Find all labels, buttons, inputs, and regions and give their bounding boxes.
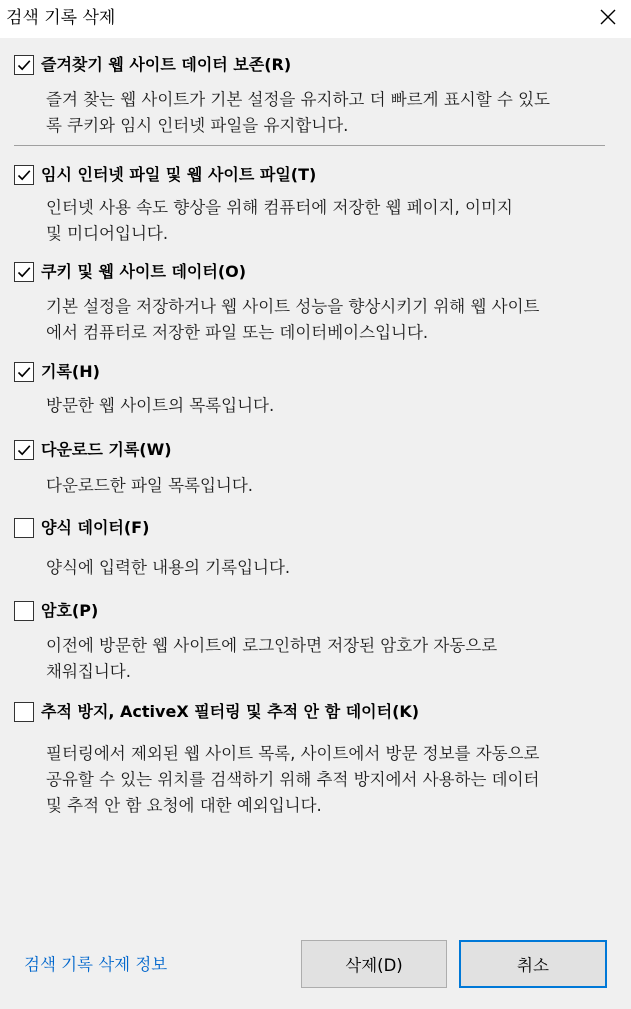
tracking-label[interactable]: 추적 방지, ActiveX 필터링 및 추적 안 함 데이터(K) <box>41 702 420 721</box>
window-title: 검색 기록 삭제 <box>6 8 116 28</box>
checkmark-icon <box>16 442 32 458</box>
checkmark-icon <box>16 264 32 280</box>
favorites-description: 즐겨 찾는 웹 사이트가 기본 설정을 유지하고 더 빠르게 표시할 수 있도 록 쿠키와 임시 인터넷 파일을 유지합니다. <box>46 90 550 135</box>
delete-button[interactable]: 삭제(D) <box>301 940 447 988</box>
download-history-label[interactable]: 다운로드 기록(W) <box>41 440 172 459</box>
history-checkbox[interactable] <box>14 362 34 382</box>
favorites-checkbox[interactable] <box>14 55 34 75</box>
delete-history-info-link[interactable]: 검색 기록 삭제 정보 <box>24 955 168 974</box>
checkmark-icon <box>16 57 32 73</box>
close-button[interactable] <box>591 1 625 33</box>
cookies-description: 기본 설정을 저장하거나 웹 사이트 성능을 향상시키기 위해 웹 사이트 에서 컴퓨터로 저장한 파일 또는 데이터베이스입니다. <box>46 297 540 342</box>
cookies-checkbox[interactable] <box>14 262 34 282</box>
form-data-description: 양식에 입력한 내용의 기록입니다. <box>46 558 291 577</box>
checkmark-icon <box>16 167 32 183</box>
passwords-checkbox[interactable] <box>14 601 34 621</box>
passwords-label[interactable]: 암호(P) <box>41 601 99 620</box>
history-label[interactable]: 기록(H) <box>41 362 100 381</box>
checkmark-icon <box>16 364 32 380</box>
title-bar <box>0 0 631 38</box>
download-history-checkbox[interactable] <box>14 440 34 460</box>
temp-files-label[interactable]: 임시 인터넷 파일 및 웹 사이트 파일(T) <box>41 165 317 184</box>
form-data-checkbox[interactable] <box>14 518 34 538</box>
form-data-label[interactable]: 양식 데이터(F) <box>41 518 150 537</box>
temp-files-checkbox[interactable] <box>14 165 34 185</box>
favorites-label[interactable]: 즐겨찾기 웹 사이트 데이터 보존(R) <box>41 55 292 74</box>
cancel-button[interactable]: 취소 <box>459 940 607 988</box>
temp-files-description: 인터넷 사용 속도 향상을 위해 컴퓨터에 저장한 웹 페이지, 이미지 및 미디어입니다. <box>46 198 513 243</box>
close-icon <box>599 8 617 26</box>
tracking-description: 필터링에서 제외된 웹 사이트 목록, 사이트에서 방문 정보를 자동으로 공유할 수 있는 위치를 검색하기 위해 추적 방지에서 사용하는 데이터 및 추적 안 함 요청에 대한 예외입니다. <box>46 744 540 815</box>
tracking-checkbox[interactable] <box>14 702 34 722</box>
cookies-label[interactable]: 쿠키 및 웹 사이트 데이터(O) <box>41 262 247 281</box>
separator <box>14 145 605 146</box>
passwords-description: 이전에 방문한 웹 사이트에 로그인하면 저장된 암호가 자동으로 채워집니다. <box>46 636 498 681</box>
history-description: 방문한 웹 사이트의 목록입니다. <box>46 396 275 415</box>
download-history-description: 다운로드한 파일 목록입니다. <box>46 476 254 495</box>
